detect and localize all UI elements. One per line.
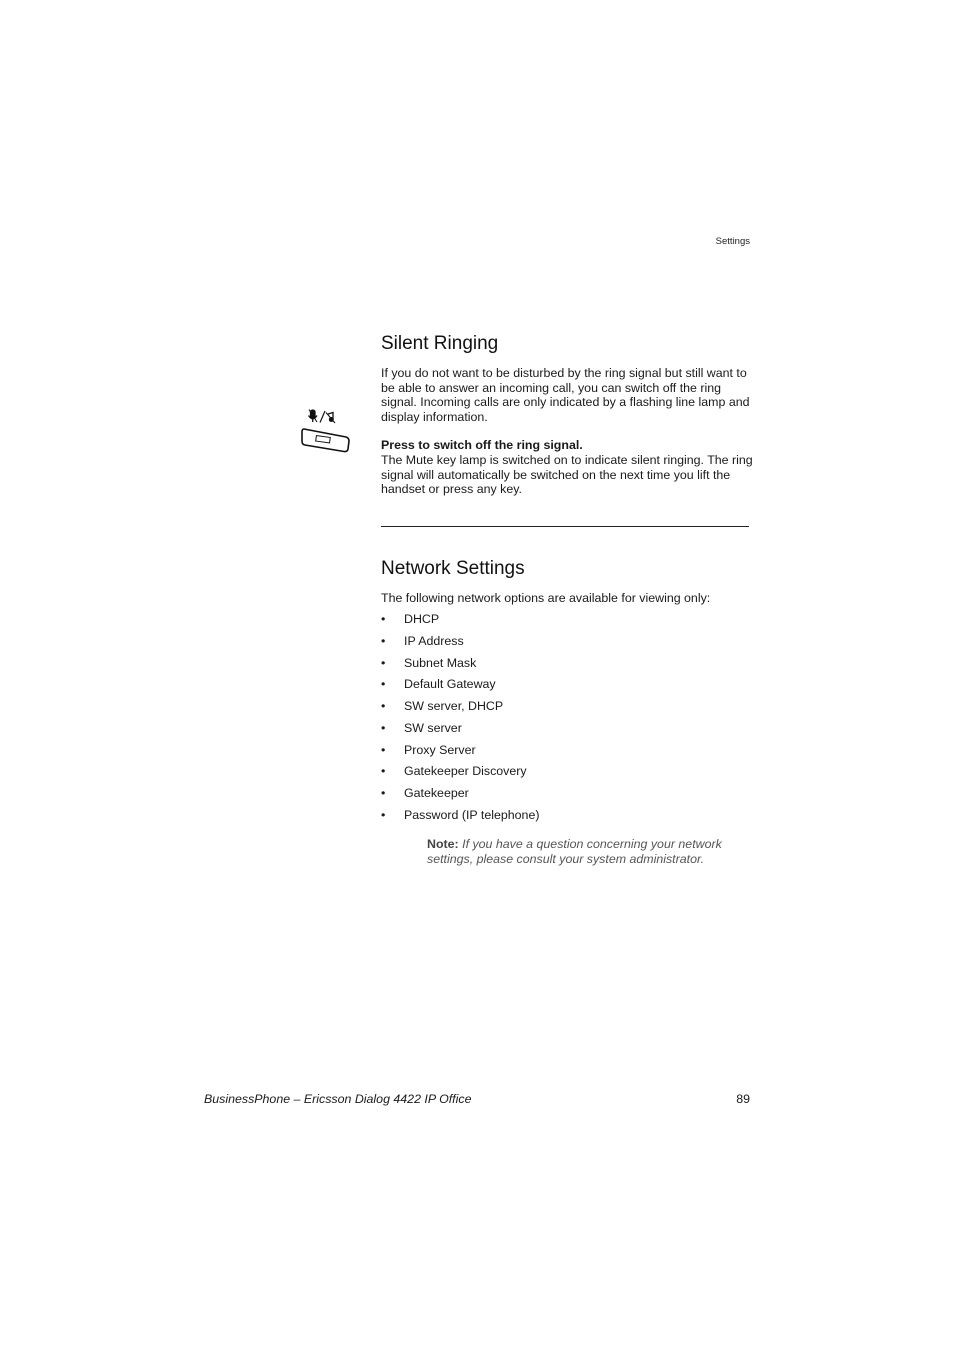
- list-item: • IP Address: [381, 634, 753, 656]
- note-text: If you have a question concerning your network settings, please consult your system administrator.: [427, 837, 722, 866]
- silent-ringing-heading: Silent Ringing: [381, 333, 499, 354]
- list-item: • Gatekeeper: [381, 786, 753, 808]
- section-divider: [381, 526, 749, 527]
- network-settings-intro: The following network options are available for viewing only:: [381, 591, 711, 605]
- list-item: • DHCP: [381, 612, 753, 634]
- list-item: • SW server, DHCP: [381, 699, 753, 721]
- page-number: 89: [736, 1092, 750, 1106]
- list-item: • Default Gateway: [381, 677, 753, 699]
- list-item: • Password (IP telephone): [381, 808, 753, 830]
- footer-document-title: BusinessPhone – Ericsson Dialog 4422 IP Office: [204, 1092, 472, 1106]
- running-header: Settings: [715, 236, 750, 247]
- instruction-body: The Mute key lamp is switched on to indicate silent ringing. The ring signal will automatically be switched on the next time you lift the handset or press any key.: [381, 453, 753, 496]
- network-options-list: [381, 612, 753, 830]
- note-box: [427, 837, 753, 866]
- silent-ringing-intro: If you do not want to be disturbed by the ring signal but still want to be able to answer an incoming call, you can switch off the ring signal. Incoming calls are only indicated by a flashing line lamp and display information.: [381, 366, 750, 424]
- mute-key-icon: [300, 408, 352, 456]
- instruction-title: Press to switch off the ring signal.: [381, 438, 583, 452]
- list-item: • Subnet Mask: [381, 656, 753, 678]
- list-item: • Gatekeeper Discovery: [381, 764, 753, 786]
- list-item: • Proxy Server: [381, 743, 753, 765]
- list-item: • SW server: [381, 721, 753, 743]
- note-label: Note:: [427, 837, 459, 851]
- network-settings-heading: Network Settings: [381, 558, 525, 579]
